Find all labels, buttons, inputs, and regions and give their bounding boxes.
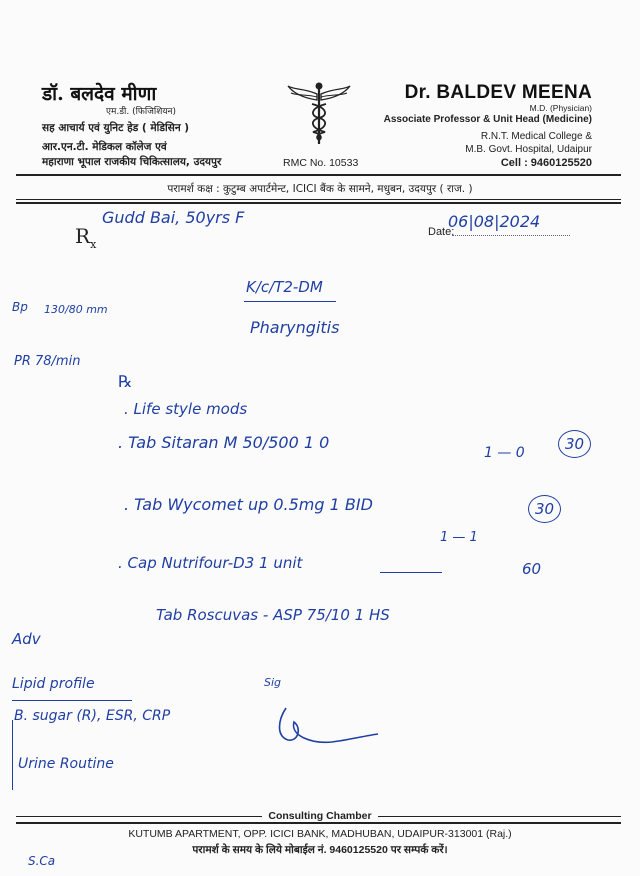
header-rule-mid: [16, 199, 621, 200]
medication-line: . Cap Nutrifour-D3 1 unit: [118, 554, 303, 572]
footer-rule-bottom: [16, 822, 621, 824]
test-bracket: [12, 720, 13, 790]
cell-number: Cell : 9460125520: [500, 157, 592, 169]
signature-icon: [272, 700, 382, 760]
test-underline: [12, 700, 132, 701]
diagnosis-underline: [244, 301, 336, 302]
doctor-degree-hindi: एम.डी. (फिजिशियन): [106, 107, 177, 117]
diagnosis-known-case: K/c/T2-DM: [246, 278, 323, 296]
college-line1-english: R.N.T. Medical College &: [480, 131, 592, 142]
medication-line: . Life style mods: [124, 400, 248, 418]
bp-label: Bp: [12, 300, 28, 314]
rx-mark: ℞: [118, 372, 133, 391]
college-line2-hindi: महाराणा भूपाल राजकीय चिकित्सालय, उदयपुर: [42, 156, 222, 168]
footer-address: KUTUMB APARTMENT, OPP. ICICI BANK, MADHUBAN, UDAIPUR-313001 (Raj.): [128, 828, 512, 840]
quantity-value: 60: [522, 560, 542, 578]
doctor-degree-english: M.D. (Physician): [529, 103, 592, 113]
schedule-mark: 1 — 1: [440, 530, 478, 545]
advice-label: Adv: [12, 630, 41, 648]
diagnosis-pharyngitis: Pharyngitis: [250, 318, 340, 337]
header-rule-bottom: [16, 202, 621, 204]
test-item: Lipid profile: [12, 676, 95, 692]
pulse-rate: PR 78/min: [14, 354, 81, 369]
college-line1-hindi: आर.एन.टी. मेडिकल कॉलेज एवं: [42, 141, 167, 153]
signature-text: Sig: [264, 676, 282, 689]
date-dotted-line: [452, 235, 570, 236]
college-line2-english: M.B. Govt. Hospital, Udaipur: [465, 144, 592, 155]
doctor-designation-english: Associate Professor & Unit Head (Medicine): [383, 114, 592, 125]
quantity-circled: 30: [558, 430, 591, 458]
doctor-name-hindi: डॉ. बलदेव मीणा: [42, 83, 157, 105]
medication-line: Tab Roscuvas - ASP 75/10 1 HS: [156, 606, 390, 624]
date-value: 06|08|2024: [448, 212, 541, 231]
schedule-mark: 1 — 0: [484, 445, 525, 461]
doctor-designation-hindi: सह आचार्य एवं युनिट हेड ( मेडिसिन ): [42, 122, 190, 134]
patient-info: Gudd Bai, 50yrs F: [102, 208, 245, 227]
footer-title: Consulting Chamber: [0, 810, 640, 822]
test-item: B. sugar (R), ESR, CRP: [14, 708, 171, 724]
caduceus-icon: [286, 80, 352, 146]
medication-line: . Tab Wycomet up 0.5mg 1 BID: [124, 495, 373, 514]
bp-value: 130/80 mm: [44, 303, 108, 316]
quantity-circled: 30: [528, 495, 561, 523]
address-bar: परामर्श कक्ष : कुटुम्ब अपार्टमेन्ट, ICICI बैंक के सामने, मधुबन, उदयपुर ( राज. ): [167, 183, 473, 195]
bottom-note: S.Ca: [28, 854, 56, 868]
header-rule-top: [16, 174, 621, 176]
rx-symbol: $R_x$: [75, 224, 97, 251]
test-item: Urine Routine: [18, 756, 114, 772]
medication-dash: [380, 572, 442, 573]
rmc-number: RMC No. 10533: [283, 157, 359, 169]
date-label: Date:: [428, 226, 455, 238]
doctor-name-english: Dr. BALDEV MEENA: [404, 82, 592, 103]
medication-line: . Tab Sitaran M 50/500 1 0: [118, 433, 330, 452]
footer-contact: परामर्श के समय के लिये मोबाईल नं. 9460125520 पर सम्पर्क करें।: [192, 844, 448, 856]
